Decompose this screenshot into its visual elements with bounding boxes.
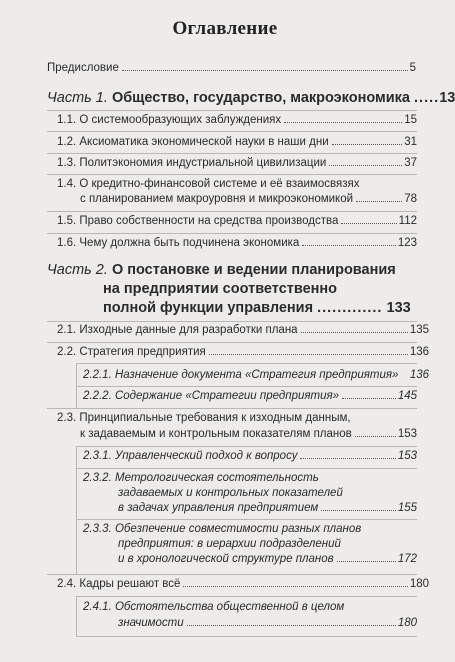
entry-page: 78 <box>404 193 417 205</box>
toc-entry-line2[interactable] <box>80 193 417 205</box>
toc-entry-sub[interactable] <box>83 369 429 381</box>
part-title: О постановке и ведении планирования <box>111 262 396 278</box>
divider <box>47 211 417 212</box>
entry-num: 1.6. <box>57 237 77 249</box>
part-label: Часть 1. <box>47 90 108 106</box>
divider <box>47 321 417 322</box>
dot-leader <box>355 436 396 437</box>
toc-entry-sub[interactable] <box>83 390 417 402</box>
toc-entry-sub-line1[interactable] <box>83 472 319 484</box>
entry-title: О системообразующих заблуждениях <box>79 114 282 126</box>
entry-title: Принципиальные требования к изходным данным, <box>79 412 351 424</box>
divider <box>47 131 417 132</box>
dot-leader <box>300 458 395 459</box>
dot-leader <box>356 201 402 202</box>
entry-page: 123 <box>397 237 417 249</box>
entry-page: 180 <box>409 578 429 590</box>
part-title: полной функции управления <box>103 300 314 316</box>
divider <box>47 110 417 111</box>
toc-entry-sub-line2[interactable] <box>118 617 417 629</box>
entry-title: Чему должна быть подчинена экономика <box>79 237 300 249</box>
entry-title: Аксиоматика экономической науки в наши дни <box>79 136 329 148</box>
dot-leader <box>183 586 407 587</box>
toc-entry[interactable] <box>57 215 417 227</box>
entry-title: к задаваемым и контрольным показателям планов <box>80 428 352 440</box>
entry-page: 5 <box>409 62 416 74</box>
part-title: Общество, государство, макроэкономика <box>111 90 410 106</box>
entry-title: Стратегия предприятия <box>79 346 206 358</box>
toc-entry-sub-line2 <box>118 538 341 550</box>
entry-page: 136 <box>409 369 429 381</box>
entry-num: 2.3.1. <box>83 450 112 462</box>
entry-title: Метрологическая состоятельность <box>114 472 319 484</box>
entry-title: задаваемых и контрольных показателей <box>118 487 343 499</box>
dot-leader <box>337 561 396 562</box>
entry-page: 180 <box>397 617 417 629</box>
toc-entry-sub-line3[interactable] <box>118 502 417 514</box>
divider <box>76 636 417 637</box>
divider <box>76 596 77 636</box>
entry-num: 1.4. <box>57 178 77 190</box>
dot-leader: ............. <box>317 300 383 316</box>
entry-title: значимости <box>118 617 184 629</box>
entry-page: 112 <box>398 215 417 227</box>
divider <box>76 446 77 574</box>
entry-title: Кадры решают всё <box>79 578 181 590</box>
divider <box>47 233 417 234</box>
entry-title: с планированием макроуровня и микроэкономикой <box>80 193 354 205</box>
toc-part-1[interactable] <box>47 90 455 106</box>
toc-entry[interactable] <box>57 346 429 358</box>
entry-num: 2.3.2. <box>83 472 112 484</box>
entry-title: Управленческий подход к вопросу <box>114 450 298 462</box>
dot-leader <box>332 144 403 145</box>
entry-page: 172 <box>397 553 417 565</box>
dot-leader <box>187 625 396 626</box>
entry-num: 2.2.1. <box>83 369 112 381</box>
toc-entry[interactable] <box>57 114 417 126</box>
entry-title: Политэкономия индустриальной цивилизации <box>79 157 327 169</box>
entry-num: 2.4. <box>57 578 77 590</box>
toc-entry-sub-line3[interactable] <box>118 553 417 565</box>
toc-entry[interactable] <box>57 578 429 590</box>
toc-entry-line1[interactable] <box>57 412 351 424</box>
dot-leader <box>122 70 408 71</box>
entry-num: 2.3. <box>57 412 77 424</box>
dot-leader <box>302 245 396 246</box>
dot-leader <box>341 223 396 224</box>
divider <box>47 174 417 175</box>
toc-entry-sub[interactable] <box>83 450 417 462</box>
toc-entry-sub-line1[interactable] <box>83 523 361 535</box>
divider <box>47 153 417 154</box>
entry-title: Изходные данные для разработки плана <box>79 324 298 336</box>
toc-entry[interactable] <box>57 157 417 169</box>
toc-part-2-line2 <box>103 281 337 297</box>
divider <box>76 386 417 387</box>
dot-leader <box>342 398 396 399</box>
toc-entry[interactable] <box>57 136 417 148</box>
entry-page: 145 <box>397 390 417 402</box>
divider <box>76 468 417 469</box>
entry-title: Содержание «Стратегии предприятия» <box>114 390 340 402</box>
entry-title: в задачах управления предприятием <box>118 502 319 514</box>
divider <box>76 596 417 597</box>
entry-num: 1.3. <box>57 157 77 169</box>
divider <box>76 519 417 520</box>
entry-title: предприятия: в иерархии подразделений <box>118 538 341 550</box>
entry-page: 135 <box>409 324 429 336</box>
toc-entry-line2[interactable] <box>80 428 417 440</box>
entry-page: 155 <box>397 502 417 514</box>
entry-num: 2.3.3. <box>83 523 112 535</box>
entry-page: 136 <box>409 346 429 358</box>
divider <box>47 408 417 409</box>
part-title: на предприятии соответственно <box>103 281 338 297</box>
entry-title: Назначение документа «Стратегия предприятия» <box>114 369 399 381</box>
part-label: Часть 2. <box>47 262 108 278</box>
entry-page: 153 <box>397 428 417 440</box>
entry-num: 1.2. <box>57 136 77 148</box>
entry-title: Обезпечение совместимости разных планов <box>114 523 362 535</box>
entry-page: 15 <box>404 114 417 126</box>
dot-leader <box>284 122 402 123</box>
entry-num: 2.4.1. <box>83 601 112 613</box>
dot-leader <box>301 332 408 333</box>
dot-leader <box>329 165 402 166</box>
toc-entry[interactable] <box>57 324 429 336</box>
entry-num: 1.5. <box>57 215 77 227</box>
part-page: 13 <box>439 90 455 106</box>
entry-page: 37 <box>404 157 417 169</box>
entry-title: Предисловие <box>47 62 119 74</box>
entry-num: 2.2.2. <box>83 390 112 402</box>
toc-part-2[interactable] <box>47 262 396 278</box>
entry-num: 2.2. <box>57 346 77 358</box>
toc-entry-sub-line2 <box>118 487 343 499</box>
entry-title: Право собственности на средства производства <box>79 215 339 227</box>
part-page: 133 <box>386 300 411 316</box>
dot-leader <box>209 354 408 355</box>
entry-title: Обстоятельства общественной в целом <box>114 601 345 613</box>
toc-part-2-line3 <box>103 300 411 316</box>
toc-entry-sub-line1[interactable] <box>83 601 344 613</box>
entry-page: 31 <box>404 136 417 148</box>
entry-num: 2.1. <box>57 324 77 336</box>
divider <box>47 342 417 343</box>
dot-leader <box>321 510 396 511</box>
divider <box>47 574 417 575</box>
toc-entry[interactable] <box>57 237 417 249</box>
dot-leader: ..... <box>414 90 440 106</box>
divider <box>76 446 417 447</box>
divider <box>76 363 417 364</box>
entry-num: 1.1. <box>57 114 77 126</box>
entry-title: О кредитно-финансовой системе и её взаимосвязях <box>79 178 360 190</box>
toc-entry-preface[interactable] <box>47 62 416 74</box>
entry-page: 153 <box>397 450 417 462</box>
page-title: Оглавление <box>172 18 278 39</box>
toc-entry-line1[interactable] <box>57 178 359 190</box>
entry-title: и в хронологической структуре планов <box>118 553 334 565</box>
